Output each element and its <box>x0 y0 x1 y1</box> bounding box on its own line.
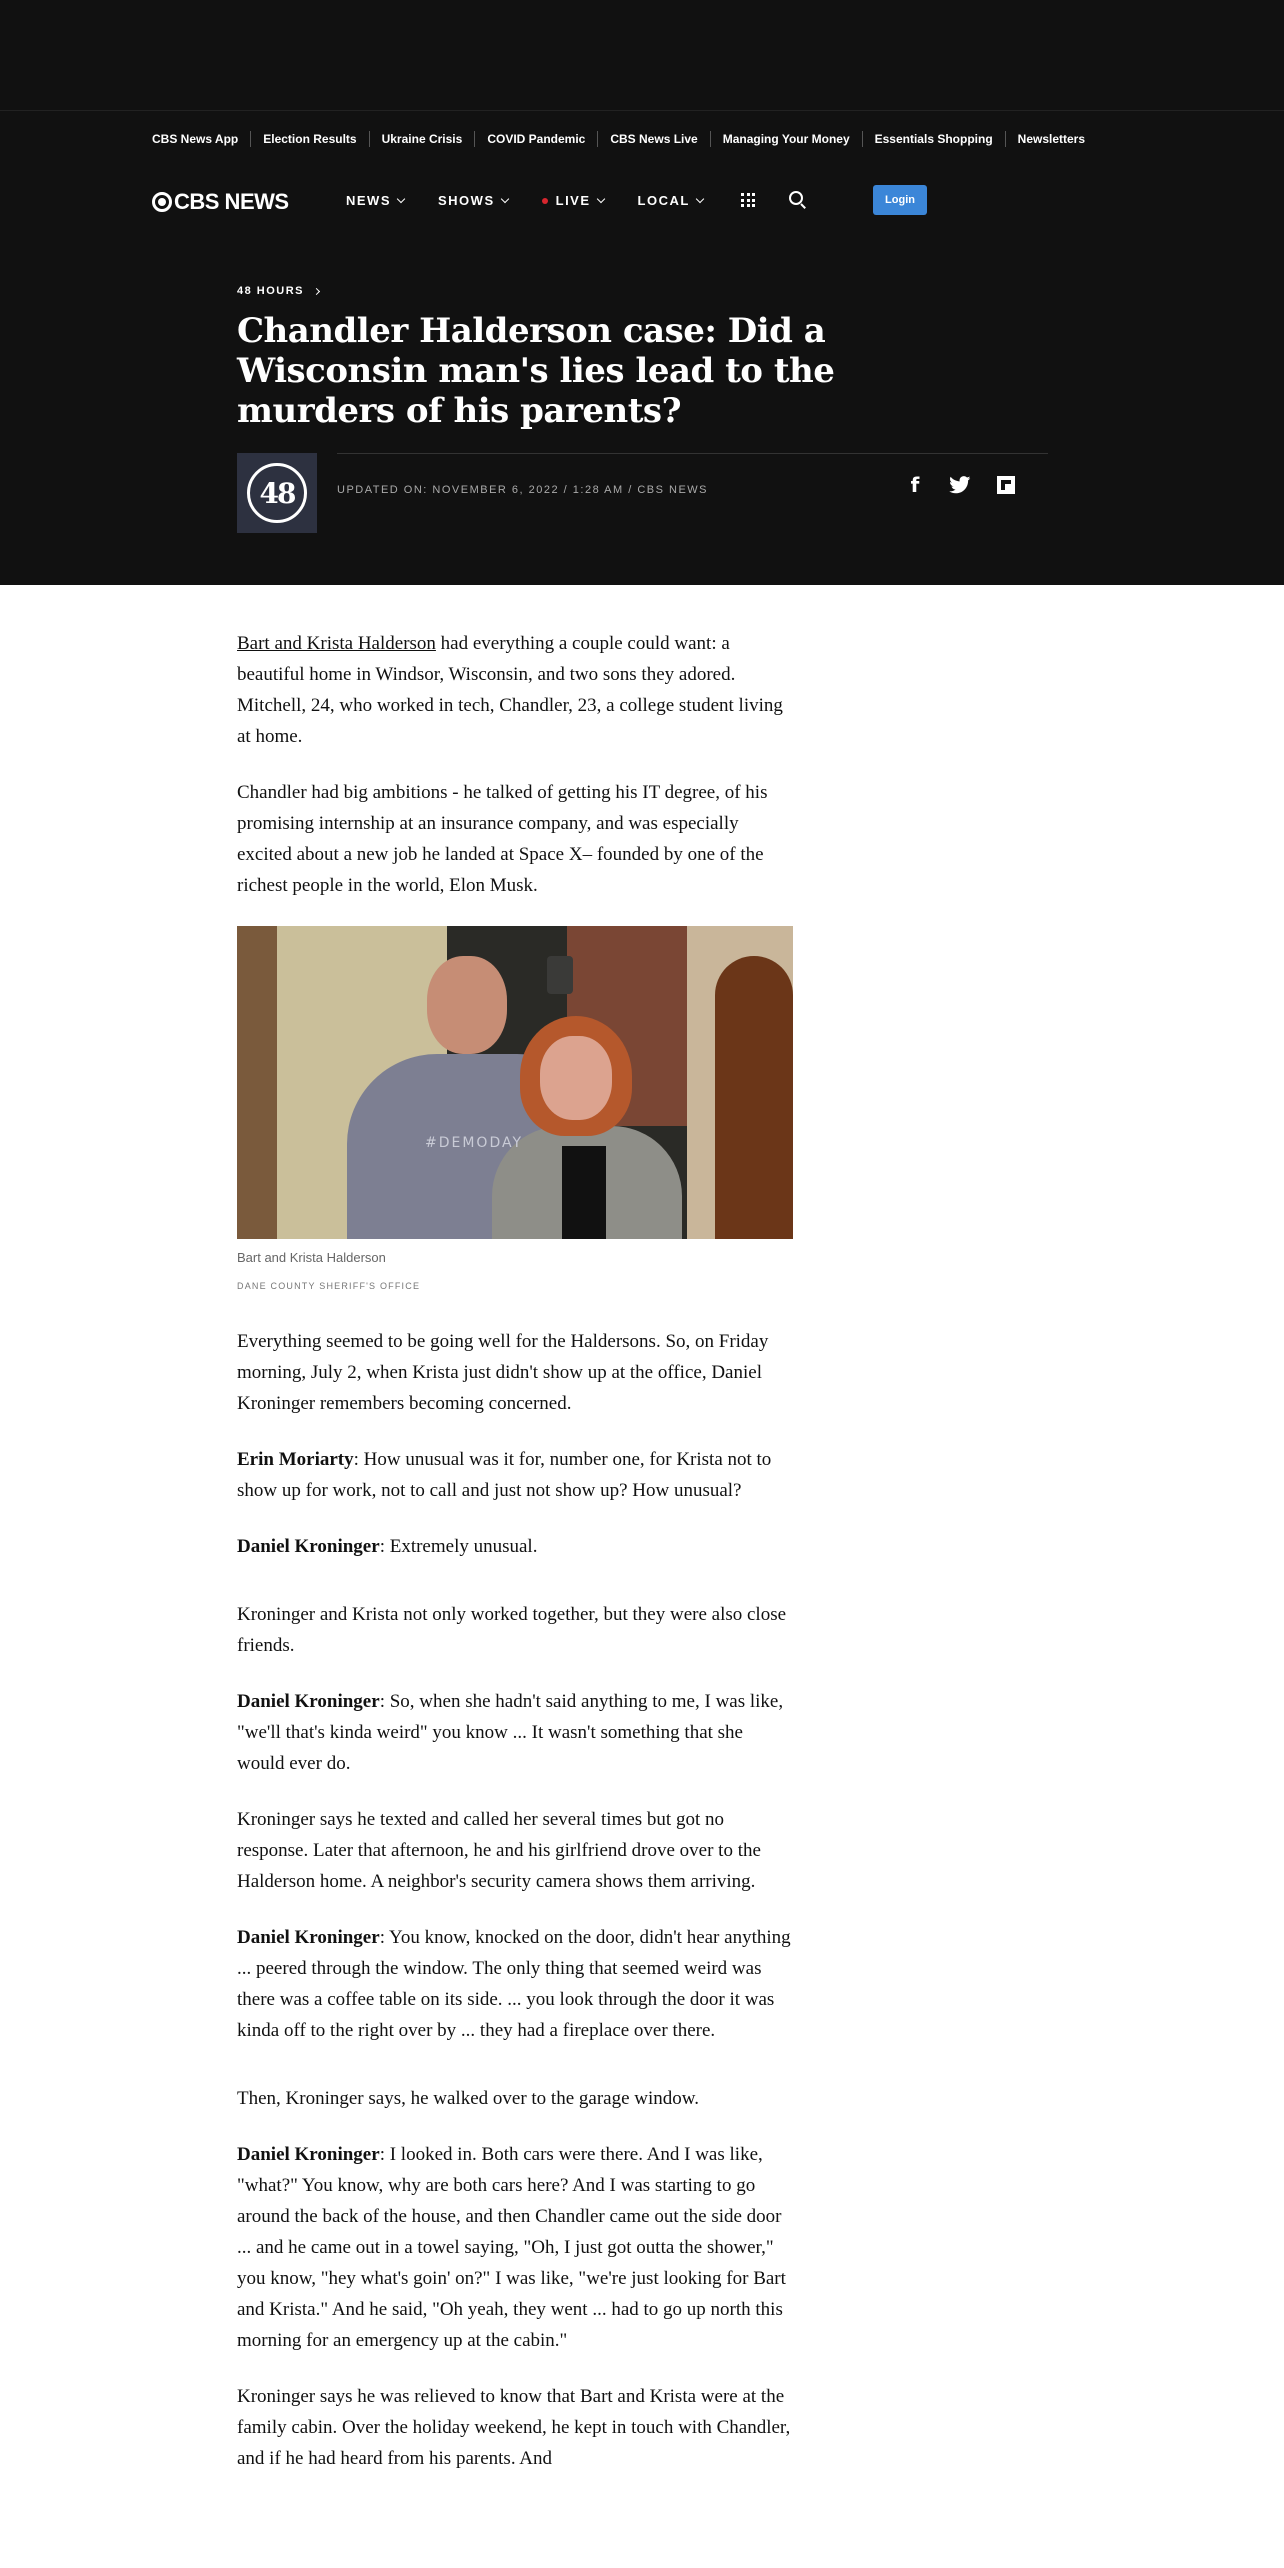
live-dot-icon <box>542 198 548 204</box>
chevron-down-icon <box>696 194 704 202</box>
chevron-down-icon <box>596 194 604 202</box>
paragraph: Daniel Kroninger: So, when she hadn't said anything to me, I was like, "we'll that's kinda weird" you know ... It wasn't something that she would ever do. <box>237 1691 784 1774</box>
speaker-name: Daniel Kroninger <box>237 1927 380 1948</box>
quick-link-ukraine-crisis[interactable]: Ukraine Crisis <box>369 131 475 147</box>
paragraph: Then, Kroninger says, he walked over to the garage window. <box>237 2088 700 2109</box>
paragraph: Kroninger says he was relieved to know that Bart and Krista were at the family cabin. Over the holiday weekend, he kept in touch with Chandler, and if he had heard from his parents. And <box>237 2386 791 2469</box>
48-hours-logo[interactable] <box>237 453 317 533</box>
apps-grid-icon[interactable] <box>741 193 755 207</box>
logo-text: CBS NEWS <box>174 189 289 214</box>
show-logo-text: 48 <box>247 463 307 523</box>
nav-local[interactable] <box>638 193 703 208</box>
paragraph: Erin Moriarty: How unusual was it for, number one, for Krista not to show up for work, not to call and just not show up? How unusual? <box>237 1449 772 1501</box>
nav-live-label: LIVE <box>555 193 591 208</box>
article-figure <box>237 926 793 1302</box>
ad-banner <box>0 0 1284 110</box>
article-body <box>237 628 793 2499</box>
quick-link-election-results[interactable]: Election Results <box>250 131 368 147</box>
photo-caption: Bart and Krista Halderson <box>237 1250 386 1265</box>
chevron-down-icon <box>397 194 405 202</box>
updated-timestamp: UPDATED ON: NOVEMBER 6, 2022 / 1:28 AM / CBS NEWS <box>337 484 708 496</box>
cbs-eye-icon <box>152 192 172 212</box>
quick-link-covid-pandemic[interactable]: COVID Pandemic <box>474 131 597 147</box>
quick-link-cbs-news-live[interactable]: CBS News Live <box>597 131 709 147</box>
nav-local-label: LOCAL <box>637 193 690 208</box>
section-eyebrow[interactable] <box>237 285 319 297</box>
speaker-name: Daniel Kroninger <box>237 1536 380 1557</box>
facebook-share-icon[interactable]: f <box>910 473 920 497</box>
speaker-name: Daniel Kroninger <box>237 2144 380 2165</box>
halderson-photo[interactable] <box>237 926 793 1239</box>
paragraph: Kroninger says he texted and called her several times but got no response. Later that afternoon, he and his girlfriend drove over to the Halderson home. A neighbor's security camera shows them arriving. <box>237 1809 761 1892</box>
nav-live[interactable] <box>542 193 604 208</box>
quick-link-cbs-news-app[interactable]: CBS News App <box>152 132 239 146</box>
paragraph: Daniel Kroninger: I looked in. Both cars were there. And I was like, "what?" You know, why are both cars here? And I was starting to go around the back of the house, and then Chandler came out the side door ... and he came out in a towel saying, "Oh, I just got outta the shower," you know, "hey what's goin' on?" I was like, "we're just looking for Bart and Krista." And he said, "Oh yeah, they went ... had to go up north this morning for an emergency up at the cabin." <box>237 2144 786 2351</box>
lantern-icon <box>547 956 573 994</box>
paragraph: Daniel Kroninger: Extremely unusual. <box>237 1536 538 1557</box>
paragraph: Daniel Kroninger: You know, knocked on the door, didn't hear anything ... peered through the window. The only thing that seemed weird was there was a coffee table on its side. ... you look through the door it was kinda off to the right over by ... they had a fireplace over there. <box>237 1927 791 2041</box>
eyebrow-label: 48 HOURS <box>237 285 305 297</box>
cbs-news-logo[interactable] <box>152 189 289 215</box>
quick-link-essentials-shopping[interactable]: Essentials Shopping <box>862 131 1005 147</box>
quick-link-managing-your-money[interactable]: Managing Your Money <box>710 131 862 147</box>
login-button[interactable]: Login <box>873 185 927 215</box>
search-icon[interactable] <box>789 191 807 209</box>
quick-links-bar <box>152 131 1097 147</box>
paragraph: Everything seemed to be going well for the Haldersons. So, on Friday morning, July 2, when Krista just didn't show up at the office, Daniel Kroninger remembers becoming concerned. <box>237 1331 769 1414</box>
nav-shows-label: SHOWS <box>438 193 495 208</box>
photo-credit: DANE COUNTY SHERIFF'S OFFICE <box>237 1281 421 1291</box>
site-header <box>0 110 1284 585</box>
paragraph: Bart and Krista Halderson had everything a couple could want: a beautiful home in Windsor, Wisconsin, and two sons they adored. Mitchell, 24, who worked in tech, Chandler, 23, a college student living at home. <box>237 633 783 747</box>
speaker-name: Daniel Kroninger <box>237 1691 380 1712</box>
nav-news[interactable] <box>346 193 404 208</box>
nav-shows[interactable] <box>438 193 508 208</box>
byline-divider <box>337 453 1048 454</box>
paragraph: Chandler had big ambitions - he talked of getting his IT degree, of his promising internship at an insurance company, and was especially excited about a new job he landed at Space X– founded by one of the richest people in the world, Elon Musk. <box>237 782 768 896</box>
paragraph: Kroninger and Krista not only worked together, but they were also close friends. <box>237 1604 787 1656</box>
main-nav <box>346 193 737 208</box>
flipboard-share-icon[interactable] <box>994 473 1018 497</box>
chevron-right-icon <box>313 287 320 294</box>
article-headline: Chandler Halderson case: Did a Wisconsin man's lies lead to the murders of his parents? <box>237 311 835 431</box>
shirt-text: #DEMODAY <box>425 1135 524 1151</box>
chevron-down-icon <box>500 194 508 202</box>
twitter-share-icon[interactable] <box>948 473 972 497</box>
halderson-link[interactable]: Bart and Krista Halderson <box>237 633 436 654</box>
nav-news-label: NEWS <box>346 193 391 208</box>
quick-link-newsletters[interactable]: Newsletters <box>1005 131 1097 147</box>
speaker-name: Erin Moriarty <box>237 1449 354 1470</box>
